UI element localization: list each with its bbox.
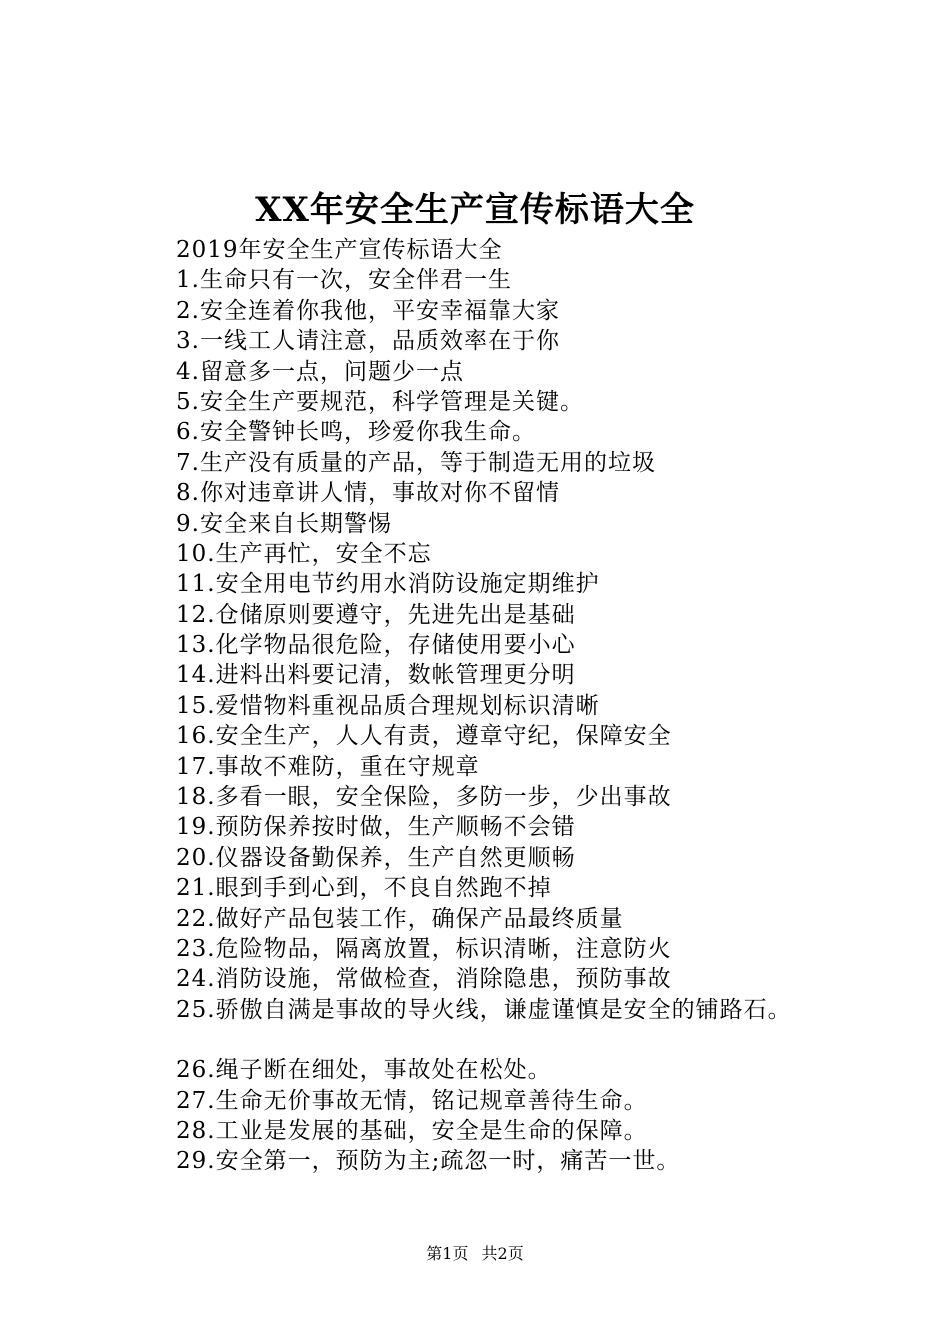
slogan-line-5: 5.安全生产要规范，科学管理是关键。 bbox=[176, 388, 584, 415]
slogan-line-28: 28.工业是发展的基础，安全是生命的保障。 bbox=[176, 1117, 648, 1144]
slogan-line-4: 4.留意多一点，问题少一点 bbox=[176, 358, 464, 385]
slogan-line-3: 3.一线工人请注意，品质效率在于你 bbox=[176, 328, 560, 355]
slogan-line-11: 11.安全用电节约用水消防设施定期维护 bbox=[176, 571, 600, 598]
slogan-line-19: 19.预防保养按时做，生产顺畅不会错 bbox=[176, 814, 576, 841]
slogan-line-8: 8.你对违章讲人情，事故对你不留情 bbox=[176, 480, 560, 507]
slogan-line-25: 25.骄傲自满是事故的导火线，谦虚谨慎是安全的铺路石。 bbox=[176, 996, 792, 1023]
slogan-line-24: 24.消防设施，常做检查，消除隐患，预防事故 bbox=[176, 966, 672, 993]
slogan-line-14: 14.进料出料要记清，数帐管理更分明 bbox=[176, 662, 576, 689]
slogan-line-15: 15.爱惜物料重视品质合理规划标识清晰 bbox=[176, 692, 600, 719]
document-title: XX年安全生产宣传标语大全 bbox=[255, 190, 695, 230]
page-footer bbox=[0, 1242, 950, 1266]
slogan-line-20: 20.仪器设备勤保养，生产自然更顺畅 bbox=[176, 844, 576, 871]
slogan-line-18: 18.多看一眼，安全保险，多防一步，少出事故 bbox=[176, 784, 672, 811]
slogan-line-29: 29.安全第一，预防为主;疏忽一时，痛苦一世。 bbox=[176, 1148, 681, 1175]
slogan-line-21: 21.眼到手到心到，不良自然跑不掉 bbox=[176, 875, 552, 902]
slogan-line-6: 6.安全警钟长鸣，珍爱你我生命。 bbox=[176, 419, 536, 446]
slogan-line-1: 1.生命只有一次，安全伴君一生 bbox=[176, 267, 512, 294]
slogan-line-7: 7.生产没有质量的产品，等于制造无用的垃圾 bbox=[176, 449, 656, 476]
document-body bbox=[176, 235, 936, 1177]
slogan-line-17: 17.事故不难防，重在守规章 bbox=[176, 753, 480, 780]
slogan-line-27: 27.生命无价事故无情，铭记规章善待生命。 bbox=[176, 1087, 648, 1114]
slogan-line-10: 10.生产再忙，安全不忘 bbox=[176, 540, 432, 567]
slogan-line-9: 9.安全来自长期警惕 bbox=[176, 510, 392, 537]
document-subtitle: 2019年安全生产宣传标语大全 bbox=[176, 237, 503, 263]
page-number-current: 第1页 bbox=[426, 1244, 469, 1263]
slogan-line-2: 2.安全连着你我他，平安幸福靠大家 bbox=[176, 297, 560, 324]
slogan-line-26: 26.绳子断在细处，事故处在松处。 bbox=[176, 1057, 552, 1084]
slogan-line-22: 22.做好产品包装工作，确保产品最终质量 bbox=[176, 905, 624, 932]
slogan-line-23: 23.危险物品，隔离放置，标识清晰，注意防火 bbox=[176, 935, 672, 962]
page-number-total: 共2页 bbox=[481, 1244, 524, 1263]
slogan-line-13: 13.化学物品很危险，存储使用要小心 bbox=[176, 632, 576, 659]
slogan-line-16: 16.安全生产，人人有责，遵章守纪，保障安全 bbox=[176, 723, 672, 750]
slogan-line-12: 12.仓储原则要遵守，先进先出是基础 bbox=[176, 601, 576, 628]
